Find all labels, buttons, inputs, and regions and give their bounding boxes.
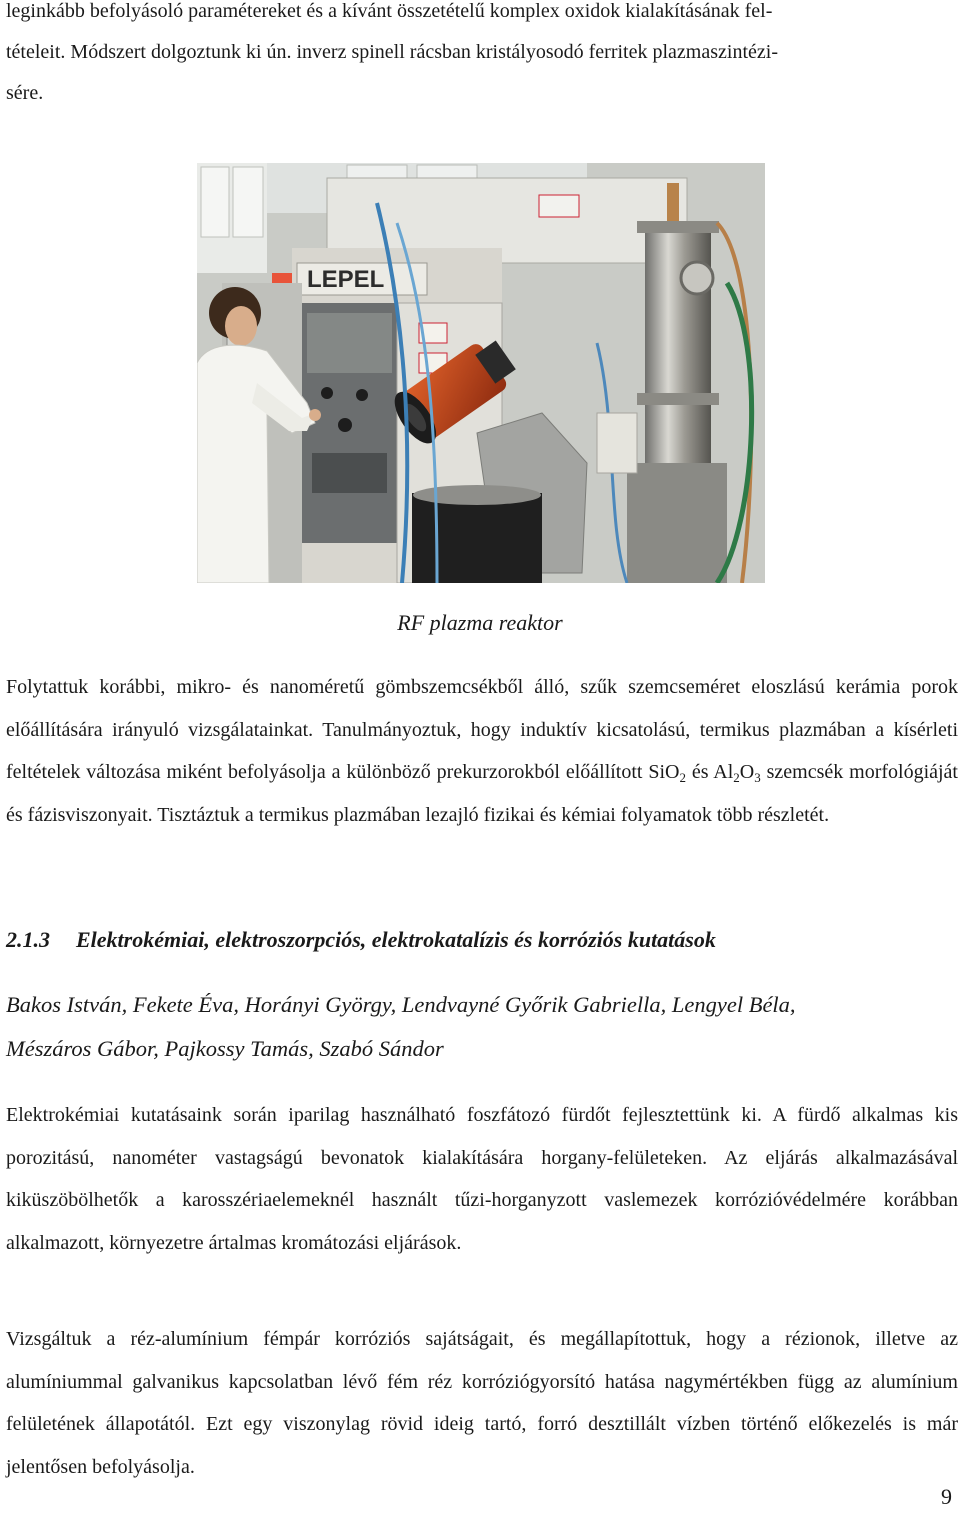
authors-list — [6, 983, 956, 1071]
section-title: Elektrokémiai, elektroszorpciós, elektrokatalízis és korróziós kutatások — [76, 927, 716, 952]
subscript: 3 — [754, 770, 761, 785]
plasma-text-2: és Al — [685, 761, 734, 783]
intro-line-1: leginkább befolyásoló paramétereket és a kívánt összetételű komplex oxidok kialakításának fel- — [6, 0, 773, 22]
figure-caption: RF plazma reaktor — [397, 610, 563, 635]
plasma-text-4: szemcsék morfológiáját és fázisviszonyait. Tisztáztuk a termikus plazmában lezajló fizikai és kémiai folyamatok több részletét. — [6, 761, 958, 826]
corrosion-paragraph: Vizsgáltuk a réz-alumínium fémpár korróziós sajátságait, és megállapítottuk, hogy a rézionok, illetve az alumíniummal galvanikus kapcsolatban lévő fém réz korróziógyorsító hatása nagymértékben függ az alumínium felületének állapotától. Ezt egy viszonylag rövid ideig tartó, forró desztillált vízben történő előkezelés is már jelentősen befolyásolja. — [6, 1328, 958, 1478]
lepel-sign: LEPEL — [307, 266, 385, 293]
intro-paragraph — [6, 0, 958, 114]
plasma-text-1: Folytattuk korábbi, mikro- és nanoméretű gömbszemcsékből álló, szűk szemcseméret eloszlású kerámia porok előállítására irányuló vizsgálatainkat. Tanulmányoztuk, hogy induktív kicsatolású, termikus plazmában a kísérleti feltételek változása miként befolyásolja a különböző prekurzorokból előállított SiO — [6, 676, 958, 783]
authors-line-2: Mészáros Gábor, Pajkossy Tamás, Szabó Sándor — [6, 1036, 444, 1061]
page-number: 9 — [941, 1484, 952, 1509]
electrochemistry-paragraph: Elektrokémiai kutatásaink során iparilag használható foszfátozó fürdőt fejlesztettünk ki. A fürdő alkalmas kis porozitású, nanométer vastagságú bevonatok kialakítására horgany-felületeken. Az eljárás alkalmazásával kiküszöbölhetők a karosszériaelemeknél használt tűzi-horganyzott vaslemezek korrózióvédelmére korábban alkalmazott, környezetre ártalmas kromátozási eljárások. — [6, 1104, 958, 1254]
section-number: 2.1.3 — [6, 927, 50, 952]
section-heading — [6, 922, 956, 958]
authors-line-1: Bakos István, Fekete Éva, Horányi György, Lendvayné Győrik Gabriella, Lengyel Béla, — [6, 992, 796, 1017]
intro-line-2: tételeit. Módszert dolgoztunk ki ún. inverz spinell rácsban kristályosodó ferritek plazmaszintézi- — [6, 41, 778, 63]
intro-line-3: sére. — [6, 82, 44, 104]
subscript: 2 — [679, 770, 686, 785]
plasma-paragraph — [6, 666, 958, 836]
subscript: 2 — [733, 770, 740, 785]
plasma-text-3: O — [739, 761, 755, 783]
rf-plasma-reactor-photo — [197, 163, 765, 583]
